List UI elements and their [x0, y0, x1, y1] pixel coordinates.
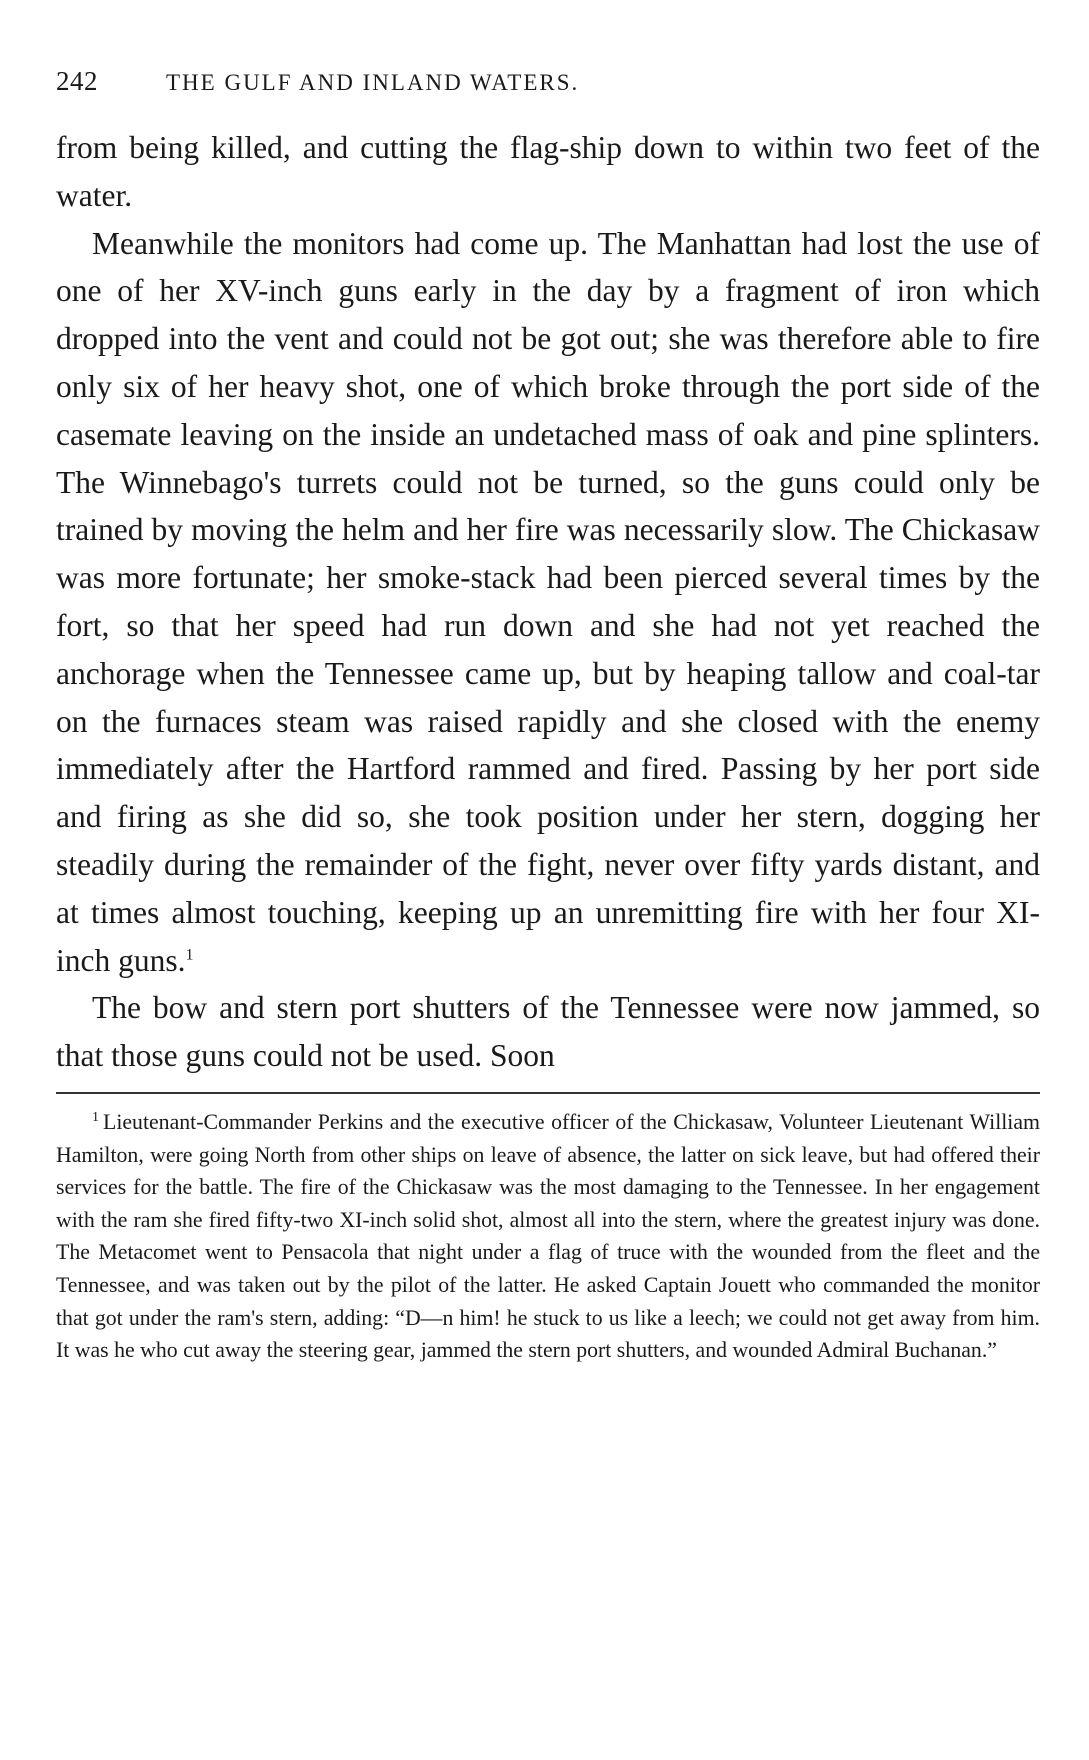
- book-page: [56, 66, 1040, 1367]
- paragraph-1: [56, 124, 1040, 220]
- paragraph-3: [56, 984, 1040, 1080]
- footnote-reference[interactable]: 1: [185, 946, 194, 964]
- paragraph-1-text: from being killed, and cutting the flag-ship down to within two feet of the water.: [56, 130, 1040, 213]
- paragraph-2-text: Meanwhile the monitors had come up. The Manhattan had lost the use of one of her XV-inch guns early in the day by a fragment of iron which dropped into the vent and could not be got out; she was therefore able to fire only six of her heavy shot, one of which broke through the port side of the casemate leaving on the inside an undetached mass of oak and pine splinters. The Winnebago's turrets could not be turned, so the guns could only be trained by moving the helm and her fire was necessarily slow. The Chickasaw was more fortunate; her smoke-stack had been pierced several times by the fort, so that her speed had run down and she had not yet reached the anchorage when the Tennessee came up, but by heaping tallow and coal-tar on the furnaces steam was raised rapidly and she closed with the enemy immediately after the Hartford rammed and fired. Passing by her port side and firing as she did so, she took position under her stern, dogging her steadily during the remainder of the fight, never over fifty yards distant, and at times almost touching, keeping up an unremitting fire with her four XI-inch guns.: [56, 225, 1040, 978]
- footnote-text: Lieutenant-Commander Perkins and the executive officer of the Chickasaw, Volunteer Lieutenant William Hamilton, were going North from other ships on leave of absence, the latter on sick leave, but had offered their services for the battle. The fire of the Chickasaw was the most damaging to the Tennessee. In her engagement with the ram she fired fifty-two XI-inch solid shot, almost all into the stern, where the greatest injury was done. The Metacomet went to Pensacola that night under a flag of truce with the wounded from the fleet and the Tennessee, and was taken out by the pilot of the latter. He asked Captain Jouett who commanded the monitor that got under the ram's stern, adding: “D—n him! he stuck to us like a leech; we could not get away from him. It was he who cut away the steering gear, jammed the stern port shutters, and wounded Admiral Buchanan.”: [56, 1109, 1040, 1363]
- page-number: 242: [56, 66, 98, 96]
- running-head: [56, 66, 1040, 106]
- footnote-divider: [56, 1092, 1040, 1094]
- footnote: [56, 1106, 1040, 1367]
- paragraph-2: [56, 220, 1040, 985]
- paragraph-3-text: The bow and stern port shutters of the Tennessee were now jammed, so that those guns could not be used. Soon: [56, 990, 1040, 1074]
- footnote-number: 1: [92, 1109, 99, 1125]
- running-title: THE GULF AND INLAND WATERS.: [166, 70, 580, 95]
- body-text: [56, 124, 1040, 1080]
